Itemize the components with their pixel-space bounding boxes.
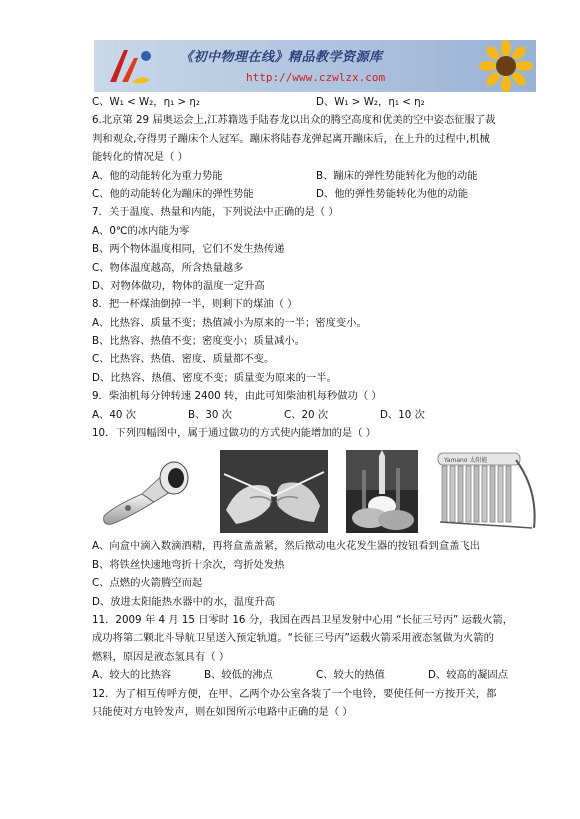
q6-options-cd xyxy=(92,185,540,203)
q8-option-a: A、比热容、质量不变；热值减小为原来的一半；密度变小。 xyxy=(92,316,367,329)
q12-stem-line-2: 只能使对方电铃发声，则在如图所示电路中正确的是（ ） xyxy=(92,705,353,718)
q7-option-b: B、两个物体温度相同，它们不发生热传递 xyxy=(92,243,285,256)
q10-stem: 10．下列四幅图中，属于通过做功的方式使内能增加的是（ ） xyxy=(92,427,377,440)
q11-option-a: A、较大的比热容 xyxy=(92,669,172,682)
q10-option-c: C、点燃的火箭腾空而起 xyxy=(92,577,203,590)
bending-wire-figure xyxy=(220,450,328,533)
q6-options-ab xyxy=(92,167,540,185)
q7-option-d: D、对物体做功，物体的温度一定升高 xyxy=(92,279,265,292)
q11-option-b: B、较低的沸点 xyxy=(204,669,273,682)
q8-option-b: B、比热容、热值不变；密度变小；质量减小。 xyxy=(92,335,306,348)
q11-option-d: D、较高的凝固点 xyxy=(428,669,509,682)
banner-title: 《初中物理在线》精品教学资源库 xyxy=(180,50,383,65)
header-banner xyxy=(94,40,536,92)
q6-option-a: A、他的动能转化为重力势能 xyxy=(92,169,223,182)
q9-option-a: A、40 次 xyxy=(92,408,137,421)
q9-option-c: C、20 次 xyxy=(284,408,329,421)
exam-content xyxy=(92,93,540,721)
q10-figure-row xyxy=(92,450,540,533)
q6-option-c: C、他的动能转化为蹦床的弹性势能 xyxy=(92,187,254,200)
q5-options-cd xyxy=(92,93,540,111)
heater-brand-label: Yamano 太阳能 xyxy=(444,457,488,465)
q11-option-c: C、较大的热值 xyxy=(316,669,385,682)
q5-option-d: D、W₁ > W₂，η₁ < η₂ xyxy=(316,96,425,108)
q6-stem-line-2: 判和观众,夺得男子蹦床个人冠军。蹦床将陆春龙弹起离开蹦床后，在上升的过程中,机械 xyxy=(92,132,490,145)
q10-option-d: D、放进太阳能热水器中的水，温度升高 xyxy=(92,595,275,608)
q6-option-b: B、蹦床的弹性势能转化为他的动能 xyxy=(316,169,478,182)
q8-stem: 8．把一杯煤油倒掉一半，则剩下的煤油（ ） xyxy=(92,298,298,311)
q9-stem: 9．柴油机每分钟转速 2400 转，由此可知柴油机每秒做功（ ） xyxy=(92,390,382,403)
q6-stem-line-3: 能转化的情况是（ ） xyxy=(92,151,188,164)
q11-stem-line-3: 燃料，原因是液态氢具有（ ） xyxy=(92,650,230,663)
q11-options xyxy=(92,666,540,684)
q7-option-c: C、物体温度越高，所含热量越多 xyxy=(92,261,244,274)
q6-stem-line-1: 6.北京第 29 届奥运会上,江苏籍选手陆春龙以出众的腾空高度和优美的空中姿态征服了裁 xyxy=(92,114,496,127)
q9-option-b: B、30 次 xyxy=(188,408,233,421)
rocket-launch-figure xyxy=(346,450,418,533)
sunflower-icon xyxy=(476,40,536,92)
q8-option-d: D、比热容、热值、密度不变；质量变为原来的一半。 xyxy=(92,371,337,384)
q6-option-d: D、他的弹性势能转化为他的动能 xyxy=(316,187,469,200)
q12-stem-line-1: 12．为了相互传呼方便，在甲、乙两个办公室各装了一个电铃，要使任何一方按开关，都 xyxy=(92,687,497,700)
q7-option-a: A、0℃的冰内能为零 xyxy=(92,224,190,237)
q11-stem-line-1: 11．2009 年 4 月 15 日零时 16 分，我国在西昌卫星发射中心用 “长征三号丙” 运载火箭， xyxy=(92,613,514,626)
q10-option-b: B、将铁丝快速地弯折十余次，弯折处发热 xyxy=(92,558,285,571)
logo-icon xyxy=(102,44,156,88)
q5-option-c: C、W₁ < W₂，η₁ > η₂ xyxy=(92,96,201,108)
q8-option-c: C、比热容、热值、密度、质量都不变。 xyxy=(92,353,275,366)
solar-water-heater-figure xyxy=(434,450,540,533)
q10-option-a: A、向盒中滴入数滴酒精，再将盒盖盖紧，然后揿动电火花发生器的按钮看到盒盖飞出 xyxy=(92,540,481,553)
q11-stem-line-2: 成功将第二颗北斗导航卫星送入预定轨道。“长征三号丙”运载火箭采用液态氢做为火箭的 xyxy=(92,632,494,645)
spark-generator-figure xyxy=(94,450,202,533)
q7-stem: 7．关于温度、热量和内能，下列说法中正确的是（ ） xyxy=(92,206,339,219)
q9-option-d: D、10 次 xyxy=(380,408,425,421)
banner-url: http://www.czwlzx.com xyxy=(246,71,386,84)
q9-options xyxy=(92,406,540,424)
